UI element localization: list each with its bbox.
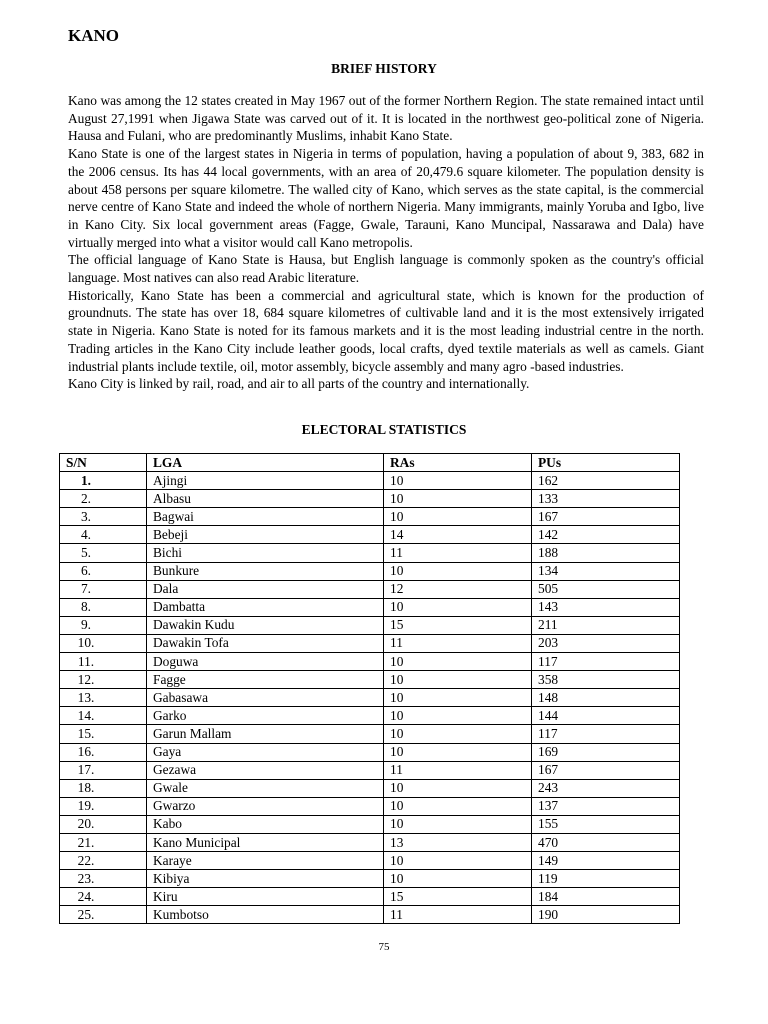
cell-pus: 143 [532, 598, 680, 616]
table-row [60, 562, 680, 580]
cell-lga: Dawakin Kudu [147, 616, 384, 634]
cell-pus: 167 [532, 508, 680, 526]
cell-lga: Gwarzo [147, 797, 384, 815]
cell-ras: 10 [384, 743, 532, 761]
electoral-statistics-heading: ELECTORAL STATISTICS [301, 422, 467, 437]
table-row [60, 544, 680, 562]
cell-ras: 10 [384, 870, 532, 888]
table-row [60, 689, 680, 707]
history-paragraph: Kano was among the 12 states created in May 1967 out of the former Northern Region. The state remained intact until August 27,1991 when Jigawa State was carved out of it. It is located in the northwest geo-political zone of Nigeria. Hausa and Fulani, who are predominantly Muslims, inhabit Kano State. [68, 93, 704, 144]
cell-lga: Kumbotso [147, 906, 384, 924]
cell-ras: 10 [384, 653, 532, 671]
history-text [68, 92, 704, 393]
cell-pus: 358 [532, 671, 680, 689]
cell-sn: 20. [60, 815, 147, 833]
cell-pus: 119 [532, 870, 680, 888]
page-number: 75 [378, 941, 390, 953]
column-header-pus: PUs [532, 454, 680, 472]
table-row [60, 526, 680, 544]
cell-pus: 167 [532, 761, 680, 779]
cell-lga: Dala [147, 580, 384, 598]
cell-ras: 10 [384, 562, 532, 580]
table-row [60, 634, 680, 652]
cell-pus: 190 [532, 906, 680, 924]
cell-sn: 10. [60, 634, 147, 652]
column-header-lga: LGA [147, 454, 384, 472]
cell-ras: 10 [384, 852, 532, 870]
cell-lga: Dambatta [147, 598, 384, 616]
cell-ras: 10 [384, 598, 532, 616]
table-row [60, 761, 680, 779]
cell-pus: 155 [532, 815, 680, 833]
table-row [60, 797, 680, 815]
cell-lga: Gwale [147, 779, 384, 797]
cell-sn: 24. [60, 888, 147, 906]
cell-lga: Kibiya [147, 870, 384, 888]
cell-lga: Garun Mallam [147, 725, 384, 743]
cell-ras: 14 [384, 526, 532, 544]
cell-sn: 4. [60, 526, 147, 544]
cell-pus: 243 [532, 779, 680, 797]
cell-lga: Garko [147, 707, 384, 725]
table-row [60, 671, 680, 689]
cell-pus: 211 [532, 616, 680, 634]
cell-pus: 505 [532, 580, 680, 598]
cell-pus: 144 [532, 707, 680, 725]
history-paragraph: The official language of Kano State is Hausa, but English language is commonly spoken as the country's official language. Most natives can also read Arabic literature. [68, 252, 704, 286]
cell-ras: 15 [384, 888, 532, 906]
cell-pus: 133 [532, 490, 680, 508]
table-row [60, 616, 680, 634]
cell-lga: Kano Municipal [147, 833, 384, 851]
table-header-row [60, 454, 680, 472]
cell-pus: 117 [532, 725, 680, 743]
table-row [60, 580, 680, 598]
table-row [60, 707, 680, 725]
cell-sn: 9. [60, 616, 147, 634]
table-row [60, 725, 680, 743]
cell-pus: 162 [532, 472, 680, 490]
cell-ras: 10 [384, 671, 532, 689]
cell-sn: 14. [60, 707, 147, 725]
cell-pus: 137 [532, 797, 680, 815]
cell-lga: Ajingi [147, 472, 384, 490]
cell-lga: Bebeji [147, 526, 384, 544]
cell-ras: 11 [384, 761, 532, 779]
brief-history-heading: BRIEF HISTORY [331, 61, 437, 76]
cell-pus: 203 [532, 634, 680, 652]
cell-ras: 10 [384, 725, 532, 743]
cell-ras: 13 [384, 833, 532, 851]
cell-ras: 15 [384, 616, 532, 634]
table-row [60, 833, 680, 851]
cell-lga: Bagwai [147, 508, 384, 526]
page-title: KANO [68, 26, 119, 45]
cell-sn: 11. [60, 653, 147, 671]
table-row [60, 870, 680, 888]
cell-lga: Karaye [147, 852, 384, 870]
cell-lga: Doguwa [147, 653, 384, 671]
table-row [60, 598, 680, 616]
cell-lga: Gezawa [147, 761, 384, 779]
column-header-ras: RAs [384, 454, 532, 472]
cell-sn: 1. [60, 472, 147, 490]
cell-ras: 10 [384, 472, 532, 490]
cell-lga: Gaya [147, 743, 384, 761]
cell-ras: 11 [384, 544, 532, 562]
cell-lga: Bunkure [147, 562, 384, 580]
cell-pus: 169 [532, 743, 680, 761]
cell-lga: Albasu [147, 490, 384, 508]
cell-lga: Gabasawa [147, 689, 384, 707]
cell-ras: 10 [384, 707, 532, 725]
cell-ras: 11 [384, 906, 532, 924]
cell-lga: Kabo [147, 815, 384, 833]
cell-sn: 23. [60, 870, 147, 888]
table-row [60, 508, 680, 526]
table-row [60, 653, 680, 671]
cell-pus: 188 [532, 544, 680, 562]
cell-ras: 11 [384, 634, 532, 652]
cell-sn: 3. [60, 508, 147, 526]
cell-ras: 10 [384, 815, 532, 833]
cell-sn: 17. [60, 761, 147, 779]
table-row [60, 472, 680, 490]
cell-pus: 148 [532, 689, 680, 707]
cell-ras: 10 [384, 779, 532, 797]
table-row [60, 779, 680, 797]
cell-ras: 12 [384, 580, 532, 598]
cell-sn: 12. [60, 671, 147, 689]
table-row [60, 743, 680, 761]
cell-sn: 25. [60, 906, 147, 924]
cell-lga: Bichi [147, 544, 384, 562]
cell-pus: 470 [532, 833, 680, 851]
table-body [60, 472, 680, 924]
cell-ras: 10 [384, 508, 532, 526]
cell-sn: 22. [60, 852, 147, 870]
cell-ras: 10 [384, 689, 532, 707]
table-row [60, 906, 680, 924]
history-paragraph: Historically, Kano State has been a commercial and agricultural state, which is known for the production of groundnuts. The state has over 18, 684 square kilometres of cultivable land and it is the most extensively irrigated state in Nigeria. Kano State is noted for its famous markets and it is the most leading industrial centre in the north. Trading articles in the Kano City include leather goods, local crafts, dyed textile materials as well as camels. Giant industrial plants include textile, oil, motor assembly, bicycle assembly and many agro -based industries. [68, 287, 704, 374]
cell-lga: Fagge [147, 671, 384, 689]
cell-ras: 10 [384, 490, 532, 508]
cell-sn: 7. [60, 580, 147, 598]
cell-sn: 8. [60, 598, 147, 616]
cell-pus: 184 [532, 888, 680, 906]
cell-pus: 134 [532, 562, 680, 580]
cell-pus: 149 [532, 852, 680, 870]
column-header-sn: S/N [60, 454, 147, 472]
table-row [60, 490, 680, 508]
cell-sn: 21. [60, 833, 147, 851]
cell-sn: 16. [60, 743, 147, 761]
cell-lga: Dawakin Tofa [147, 634, 384, 652]
cell-sn: 18. [60, 779, 147, 797]
cell-sn: 6. [60, 562, 147, 580]
cell-sn: 19. [60, 797, 147, 815]
table-row [60, 888, 680, 906]
table-row [60, 815, 680, 833]
cell-sn: 13. [60, 689, 147, 707]
cell-sn: 15. [60, 725, 147, 743]
cell-sn: 2. [60, 490, 147, 508]
history-paragraph: Kano State is one of the largest states in Nigeria in terms of population, having a population of about 9, 383, 682 in the 2006 census. Its has 44 local governments, with an area of 20,479.6 square kilometer. The population density is about 458 persons per square kilometre. The walled city of Kano, which serves as the state capital, is the commercial nerve centre of Kano State and indeed the whole of northern Nigeria. Many immigrants, mainly Yoruba and Igbo, live in Kano City. Six local government areas (Fagge, Gwale, Tarauni, Kano Muncipal, Nassarawa and Dala) have virtually merged into what a visitor would call Kano metropolis. [68, 146, 704, 250]
cell-lga: Kiru [147, 888, 384, 906]
cell-sn: 5. [60, 544, 147, 562]
cell-ras: 10 [384, 797, 532, 815]
cell-pus: 142 [532, 526, 680, 544]
cell-pus: 117 [532, 653, 680, 671]
table-row [60, 852, 680, 870]
electoral-statistics-table [59, 453, 680, 924]
history-paragraph: Kano City is linked by rail, road, and air to all parts of the country and internationally. [68, 376, 530, 392]
